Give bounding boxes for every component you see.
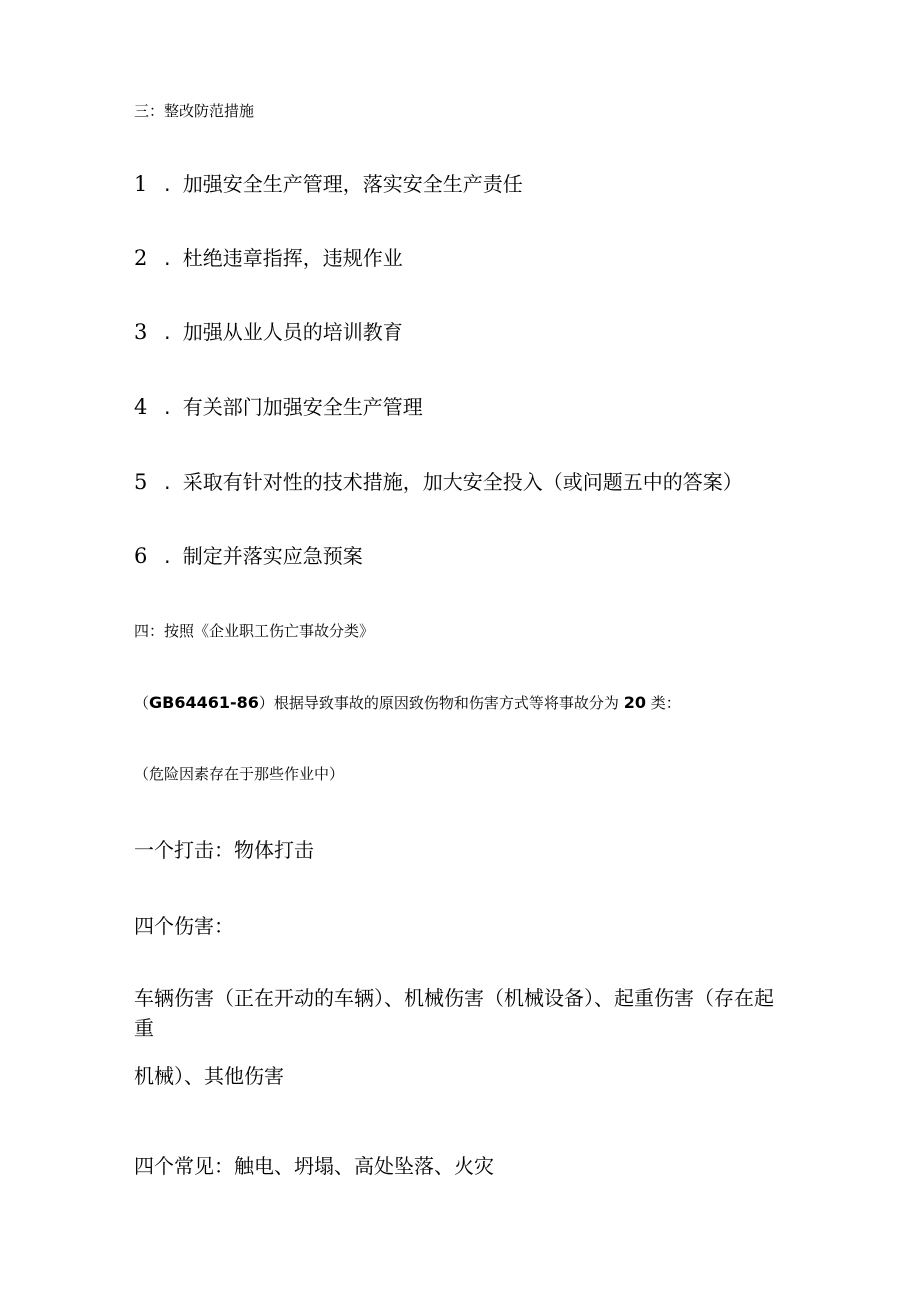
- measure-item-5: [134, 472, 743, 493]
- item-text: 有关部门加强安全生产管理: [182, 395, 423, 419]
- item-text: 采取有针对性的技术措施，加大安全投入（或问题五中的答案）: [182, 470, 743, 494]
- item-text: 加强从业人员的培训教育: [182, 320, 403, 344]
- measure-item-3: [134, 322, 403, 343]
- measure-item-4: [134, 397, 423, 418]
- measure-item-6: [134, 546, 363, 567]
- object-strike-line: 一个打击：物体打击: [134, 838, 314, 862]
- item-separator: .: [164, 246, 171, 270]
- item-number: 4: [134, 395, 148, 419]
- standard-code: GB64461-86: [149, 693, 259, 712]
- measure-item-1: [134, 174, 523, 195]
- standard-open-paren: （: [134, 694, 150, 712]
- item-number: 1: [134, 172, 148, 196]
- item-text: 杜绝违章指挥，违规作业: [182, 246, 403, 270]
- hazard-note: （危险因素存在于那些作业中）: [134, 765, 345, 783]
- four-injuries-list: 车辆伤害（正在开动的车辆）、机械伤害（机械设备）、起重伤害（存在起重: [134, 986, 774, 1040]
- classification-standard-line: [134, 695, 681, 711]
- accident-category-count: 20: [623, 693, 646, 712]
- four-injuries-list-continued: 机械）、其他伤害: [134, 1064, 284, 1088]
- measure-item-2: [134, 248, 403, 269]
- item-text: 加强安全生产管理，落实安全生产责任: [182, 172, 523, 196]
- item-number: 6: [134, 544, 148, 568]
- item-separator: .: [164, 544, 171, 568]
- standard-description: ）根据导致事故的原因致伤物和伤害方式等将事故分为: [258, 694, 619, 712]
- section-three-heading: 三：整改防范措施: [134, 102, 255, 120]
- section-four-heading: 四：按照《企业职工伤亡事故分类》: [134, 622, 375, 640]
- item-separator: .: [164, 395, 171, 419]
- item-text: 制定并落实应急预案: [182, 544, 363, 568]
- item-separator: .: [164, 172, 171, 196]
- item-separator: .: [164, 470, 171, 494]
- standard-description-end: 类：: [650, 694, 681, 712]
- item-separator: .: [164, 320, 171, 344]
- four-common-accidents: 四个常见：触电、坍塌、高处坠落、火灾: [134, 1154, 494, 1178]
- four-injuries-title: 四个伤害：: [134, 914, 234, 938]
- item-number: 5: [134, 470, 148, 494]
- item-number: 3: [134, 320, 148, 344]
- item-number: 2: [134, 246, 148, 270]
